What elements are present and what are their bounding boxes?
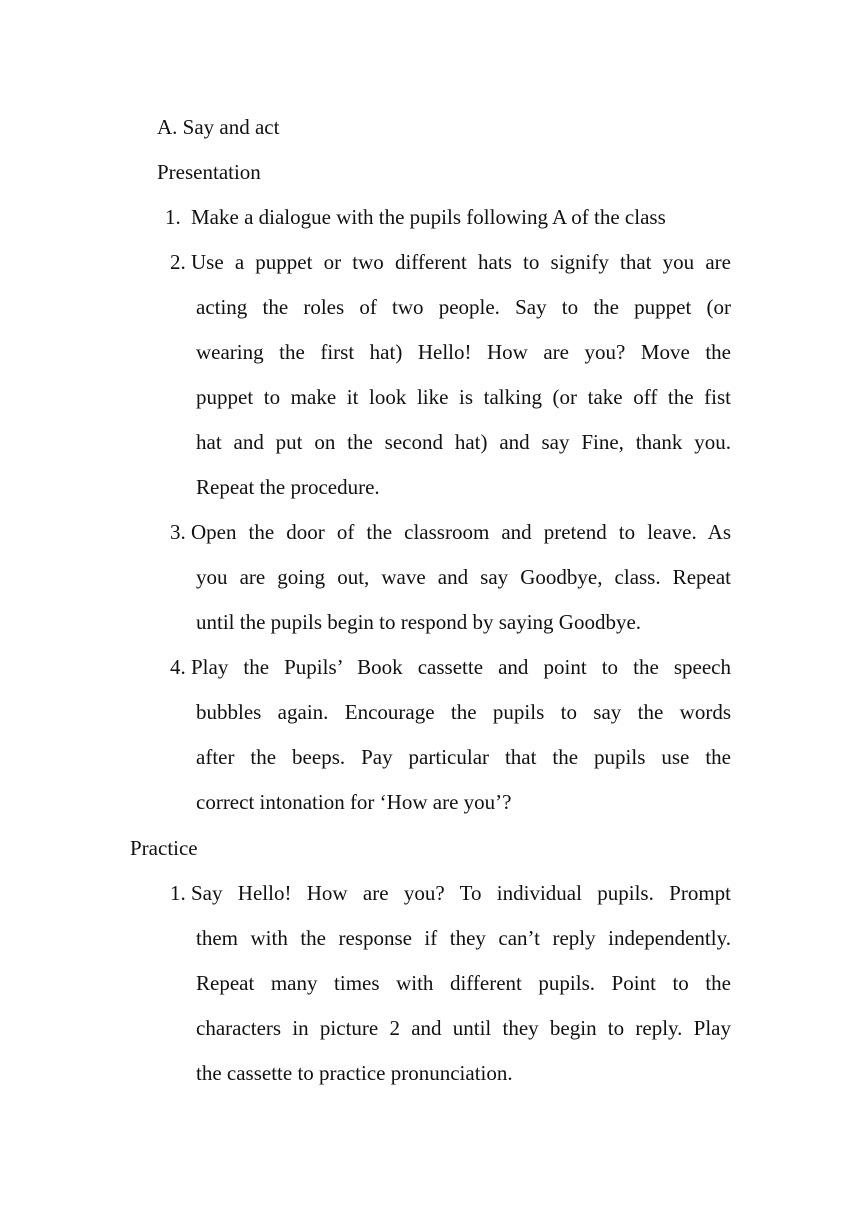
item-number: 2. xyxy=(170,250,186,274)
item-text-line: the cassette to practice pronunciation. xyxy=(196,1061,513,1085)
item-text-line: until the pupils begin to respond by saying Goodbye. xyxy=(196,610,642,634)
item-number: 3. xyxy=(170,520,186,544)
item-number: 1. xyxy=(170,881,186,905)
item-text-line: Say Hello! How are you? To individual pupils. Prompt xyxy=(191,881,731,905)
item-text-line: Open the door of the classroom and pretend to leave. As xyxy=(191,520,731,544)
item-text-line: characters in picture 2 and until they begin to reply. Play xyxy=(196,1016,731,1040)
item-text-line: bubbles again. Encourage the pupils to say the words xyxy=(196,700,731,724)
item-text-line: them with the response if they can’t reply independently. xyxy=(196,926,731,950)
item-text-line: Repeat many times with different pupils. Point to the xyxy=(196,971,731,995)
item-text-line: after the beeps. Pay particular that the pupils use the xyxy=(196,745,731,769)
item-text-line: Make a dialogue with the pupils following A of the class xyxy=(191,205,666,229)
subheading-presentation: Presentation xyxy=(157,160,261,184)
item-text-line: acting the roles of two people. Say to the puppet (or xyxy=(196,295,731,319)
item-text-line: puppet to make it look like is talking (or take off the fist xyxy=(196,385,731,409)
item-number: 1. xyxy=(165,205,181,229)
section-heading-say-and-act: A. Say and act xyxy=(157,115,280,139)
subheading-practice: Practice xyxy=(130,836,198,860)
item-text-line: Play the Pupils’ Book cassette and point to the speech xyxy=(191,655,731,679)
item-text-line: you are going out, wave and say Goodbye, class. Repeat xyxy=(196,565,731,589)
item-text-line: wearing the first hat) Hello! How are you? Move the xyxy=(196,340,731,364)
item-text-line: hat and put on the second hat) and say Fine, thank you. xyxy=(196,430,731,454)
item-text-line: Repeat the procedure. xyxy=(196,475,380,499)
item-text-line: correct intonation for ‘How are you’? xyxy=(196,790,512,814)
item-text-line: Use a puppet or two different hats to signify that you are xyxy=(191,250,731,274)
item-number: 4. xyxy=(170,655,186,679)
